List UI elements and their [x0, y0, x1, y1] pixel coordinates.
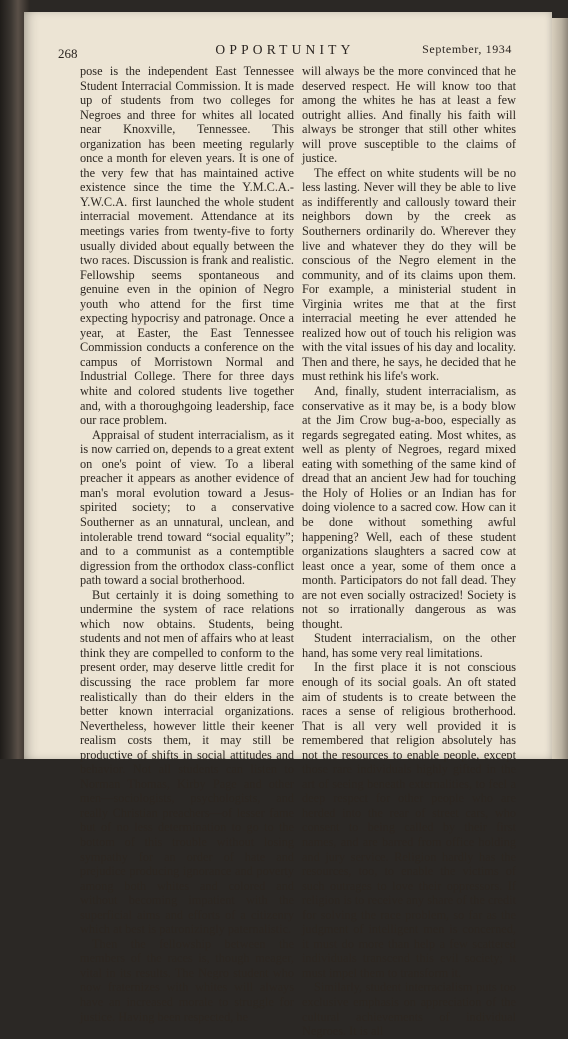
issue-date: September, 1934 [422, 42, 512, 56]
paragraph: Student interracialism, on the other hand, has some very real limitations. [302, 631, 516, 660]
page-stack-edge [552, 18, 568, 759]
paragraph: Then the fellowship between the members of the races is, though meager, vital in its results. The Negro student who now fraternizes with whites will always have an increased morale to struggle for justice. Having been respected, he [80, 936, 294, 1024]
paragraph: But certainly it is doing something to undermine the system of race relations which now obtains. Students, being students and not men of affairs who at least think they are compelled to conform to the present order, may deserve little credit for discussing the race problem far more realistically than do their elders in the better known interracial organizations. Nevertheless, however little their keener realism costs them, it may still be productive of shifts in social attitudes and behavior. Not all students can listen to Norman Thomas, Kirby Page and other men—sociologists, psychologists, and really Christian preachers—of lesser fame but of no less determination to go to the bottom of this trouble without losing sympathy for an order of hate and prejudice producing ignorance and poverty among both whites and colored and without becoming impatient with the superficial aims and efforts of a citizenry which at best is patronizingly paternalistic. [80, 587, 294, 937]
paragraph: And, finally, student interracialism, as conservative as it may be, is a body blow at the Jim Crow bug-a-boo, especially as regards segregated eating. Most whites, as well as plenty of Negroes, regard mixed eating with something of the same kind of dread that an ancient Jew had for touching the Holy of Holies or an Indian has for doing violence to a sacred cow. How can it be done without something awful happening? Well, each of these student organizations slaughters a sacred cow at least once a year, some of them once a month. Participators do not fall dead. They are not even socially ostracized! Society is not so irrationally dangerous as was thought. [302, 384, 516, 631]
paragraph: pose is the independent East Tennessee Student Interracial Commission. It is made up of students from two colleges for Negroes and three for whites all located near Knoxville, Tennessee. This organization has been meeting regularly once a month for eleven years. It is one of the very few that has maintained active existence since the time the Y.M.C.A.-Y.W.C.A. first launched the whole student interracial movement. Attendance at its meetings varies from twenty-five to forty usually divided about equally between the two races. Discussion is frank and realistic. Fellowship seems spontaneous and genuine even in the opinion of Negro youth who attend for the first time expecting hypocrisy and patronage. Once a year, at Easter, the East Tennessee Commission conducts a conference on the campus of Morristown Normal and Industrial College. There for three days white and colored students live together and, with a thoroughgoing leadership, face our race problem. [80, 64, 294, 428]
left-column [80, 64, 294, 1024]
page-number: 268 [58, 46, 78, 61]
running-header [58, 42, 512, 64]
right-column [302, 64, 516, 1039]
paragraph: In the first place it is not conscious enough of its social goals. An oft stated aim of students is to create between the races a sense of religious brotherhood. That is all very well provided it is remembered that religion absolutely has not the resources to enable people, except those rare individuals highly gifted in the art of seeing beneath externalities, to feel a deep respect for other people who are herded into the rear of street cars, who consent to being called by their first names, and are barred from office holding and jury service. Religion hardly has the resources, too, to enable the victims of such outrages to love their oppressors. If religion is to receive any share of the credit for solving the race problem, so far as the judgment of intelligent men is concerned, it must do more than help a few scattered individuals transcend this evil society; it must impel them to transform it. [302, 660, 516, 980]
paragraph: The effect on white students will be no less lasting. Never will they be able to live as indifferently and callously toward their neighbors down by the creek as Southerners ordinarily do. Wherever they live and whatever they do they will be conscious of the Negro element in the community, and of its claims upon them. For example, a ministerial student in Virginia writes me that at the first interracial meeting he ever attended he realized how out of touch his religion was with the vital issues of his day and locality. Then and there, he says, he decided that he must rethink his life's work. [302, 165, 516, 384]
paragraph: Appraisal of student interracialism, as it is now carried on, depends to a great extent on one's point of view. To a liberal preacher it appears as another evidence of man's moral evolution toward a Jesus-spirited society; to a conservative Southerner as an unnatural, unclean, and intolerable trend toward “social equality”; and to a communist as a contemptible digression from the orthodox class-conflict path toward a social brotherhood. [80, 427, 294, 588]
paragraph: will always be the more convinced that he deserved respect. He will know too that among the whites he has at least a few outright allies. And finally his faith will always be stronger that still other whites will prove susceptible to the claims of justice. [302, 64, 516, 166]
masthead-title: OPPORTUNITY [215, 42, 355, 57]
paragraph: Similarly, student interracialism puts too exclusive emphasis on appreciation of the cultural achievements of individual Negroes. It is all [302, 980, 516, 1039]
